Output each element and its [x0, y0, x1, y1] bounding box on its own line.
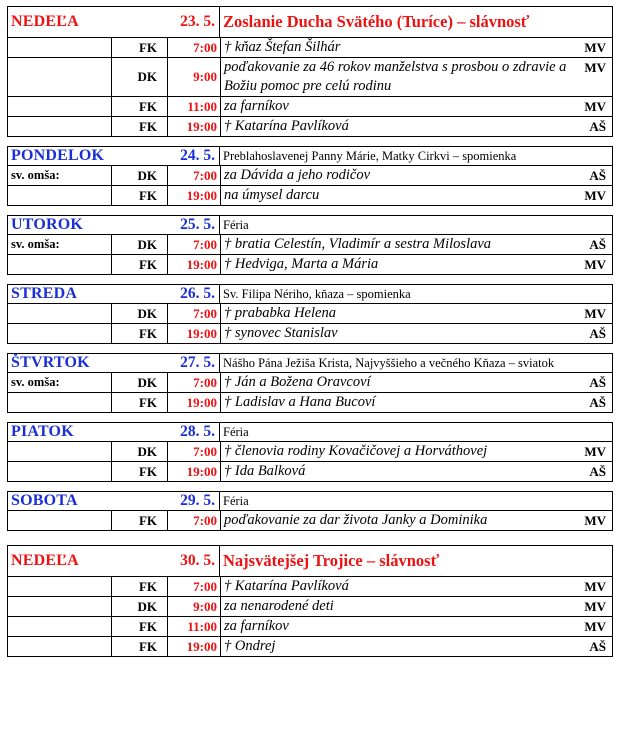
row-label [8, 304, 111, 323]
priest-code: AŠ [589, 237, 606, 252]
church-code: FK [111, 462, 167, 481]
mass-row [8, 636, 612, 656]
mass-intention: † Katarína Pavlíková [220, 577, 576, 596]
church-code: FK [111, 577, 167, 596]
day-date: 27. 5. [111, 354, 220, 372]
mass-time: 11:00 [167, 97, 220, 116]
mass-row [8, 38, 612, 57]
priest-code: AŠ [589, 168, 606, 183]
priest-code: MV [584, 188, 606, 203]
day-block [7, 491, 613, 531]
priest-code: MV [584, 257, 606, 272]
day-block [7, 215, 613, 275]
priest-code: MV [584, 99, 606, 114]
row-label [8, 38, 111, 57]
church-code: DK [111, 442, 167, 461]
priest-code: MV [584, 579, 606, 594]
day-header [8, 423, 612, 442]
priest-code: MV [584, 306, 606, 321]
day-header [8, 147, 612, 166]
church-code: FK [111, 617, 167, 636]
row-label [8, 117, 111, 136]
mass-intention: † členovia rodiny Kovačičovej a Horváthovej [220, 442, 576, 461]
row-label [8, 577, 111, 596]
feast-title: Féria [223, 425, 249, 439]
mass-row [8, 96, 612, 116]
mass-intention: poďakovanie za dar života Janky a Dominika [220, 511, 576, 530]
day-name [8, 7, 111, 37]
priest-code: AŠ [589, 119, 606, 134]
feast-title: Sv. Filipa Nériho, kňaza – spomienka [223, 287, 411, 301]
mass-time: 7:00 [167, 442, 220, 461]
day-block [7, 284, 613, 344]
row-label [8, 393, 111, 412]
mass-time: 9:00 [167, 597, 220, 616]
mass-schedule [7, 6, 613, 666]
day-date: 28. 5. [111, 423, 220, 441]
day-date: 24. 5. [111, 147, 220, 165]
day-name-text: NEDEĽA [11, 552, 79, 569]
row-label: sv. omša: [11, 168, 60, 182]
feast-title: Preblahoslavenej Panny Márie, Matky Cirkvi – spomienka [223, 149, 517, 163]
mass-time: 7:00 [167, 304, 220, 323]
day-name-text: PIATOK [11, 423, 74, 440]
church-code: FK [111, 38, 167, 57]
mass-row [8, 392, 612, 412]
priest-code: AŠ [589, 395, 606, 410]
day-header [8, 216, 612, 235]
mass-intention: † Hedviga, Marta a Mária [220, 255, 576, 274]
mass-row [8, 116, 612, 136]
day-name [8, 147, 111, 165]
mass-intention: † Ladislav a Hana Bucoví [220, 393, 576, 412]
feast-title: Féria [223, 494, 249, 508]
day-header [8, 7, 612, 38]
mass-time: 7:00 [167, 577, 220, 596]
priest-code: AŠ [589, 464, 606, 479]
day-date: 30. 5. [111, 546, 220, 576]
church-code: FK [111, 117, 167, 136]
day-header [8, 285, 612, 304]
row-label [8, 511, 111, 530]
day-name [8, 546, 111, 576]
mass-time: 19:00 [167, 393, 220, 412]
row-label [8, 97, 111, 116]
church-code: FK [111, 186, 167, 205]
mass-time: 19:00 [167, 117, 220, 136]
day-block [7, 422, 613, 482]
day-name-text: PONDELOK [11, 147, 105, 164]
day-name-text: ŠTVRTOK [11, 354, 90, 371]
day-block [7, 6, 613, 137]
mass-intention: za Dávida a jeho rodičov [220, 166, 576, 185]
priest-code: AŠ [589, 639, 606, 654]
mass-intention: za farníkov [220, 97, 576, 116]
church-code: DK [111, 373, 167, 392]
mass-intention: † Ondrej [220, 637, 576, 656]
mass-intention: † Katarína Pavlíková [220, 117, 576, 136]
mass-row [8, 235, 612, 254]
day-block [7, 146, 613, 206]
mass-intention: za farníkov [220, 617, 576, 636]
priest-code: AŠ [589, 375, 606, 390]
day-name [8, 492, 111, 510]
priest-code: AŠ [589, 326, 606, 341]
mass-row [8, 442, 612, 461]
day-name [8, 354, 111, 372]
row-label [8, 597, 111, 616]
mass-row [8, 323, 612, 343]
mass-row [8, 577, 612, 596]
mass-time: 9:00 [167, 58, 220, 96]
mass-row [8, 185, 612, 205]
row-label [8, 186, 111, 205]
day-name [8, 423, 111, 441]
priest-code: MV [584, 619, 606, 634]
church-code: DK [111, 235, 167, 254]
mass-intention: † bratia Celestín, Vladimír a sestra Miloslava [220, 235, 576, 254]
mass-row [8, 461, 612, 481]
feast-title: Nášho Pána Ježiša Krista, Najvyššieho a večného Kňaza – sviatok [223, 356, 555, 370]
row-label [8, 462, 111, 481]
day-header [8, 492, 612, 511]
day-block [7, 545, 613, 657]
row-label [8, 637, 111, 656]
priest-code: MV [584, 60, 606, 75]
church-code: FK [111, 324, 167, 343]
priest-code: MV [584, 513, 606, 528]
day-name-text: STREDA [11, 285, 78, 302]
row-label [8, 442, 111, 461]
mass-time: 7:00 [167, 373, 220, 392]
row-label: sv. omša: [11, 237, 60, 251]
day-name-text: UTOROK [11, 216, 84, 233]
mass-intention: † kňaz Štefan Šilhár [220, 38, 576, 57]
mass-row [8, 166, 612, 185]
priest-code: MV [584, 40, 606, 55]
feast-title: Najsvätejšej Trojice – slávnosť [223, 551, 440, 570]
feast-title: Féria [223, 218, 249, 232]
row-label [8, 324, 111, 343]
mass-time: 11:00 [167, 617, 220, 636]
day-date: 25. 5. [111, 216, 220, 234]
church-code: DK [111, 58, 167, 96]
mass-time: 19:00 [167, 462, 220, 481]
mass-time: 7:00 [167, 166, 220, 185]
priest-code: MV [584, 444, 606, 459]
mass-intention: na úmysel darcu [220, 186, 576, 205]
day-name-text: SOBOTA [11, 492, 78, 509]
mass-time: 19:00 [167, 324, 220, 343]
mass-intention: za nenarodené deti [220, 597, 576, 616]
day-header [8, 354, 612, 373]
day-header [8, 546, 612, 577]
day-name-text: NEDEĽA [11, 13, 79, 30]
mass-time: 19:00 [167, 637, 220, 656]
mass-intention: † Ida Balková [220, 462, 576, 481]
day-block [7, 353, 613, 413]
day-date: 26. 5. [111, 285, 220, 303]
mass-intention: poďakovanie za 46 rokov manželstva s prosbou o zdravie a Božiu pomoc pre celú rodinu [220, 58, 576, 96]
day-name [8, 216, 111, 234]
mass-time: 7:00 [167, 38, 220, 57]
church-code: DK [111, 597, 167, 616]
church-code: DK [111, 304, 167, 323]
row-label [8, 255, 111, 274]
feast-title: Zoslanie Ducha Svätého (Turíce) – slávnosť [223, 12, 530, 31]
mass-time: 19:00 [167, 186, 220, 205]
mass-row [8, 304, 612, 323]
mass-row [8, 57, 612, 96]
day-date: 29. 5. [111, 492, 220, 510]
church-code: FK [111, 255, 167, 274]
row-label [8, 617, 111, 636]
church-code: FK [111, 511, 167, 530]
church-code: DK [111, 166, 167, 185]
mass-row [8, 616, 612, 636]
mass-time: 7:00 [167, 511, 220, 530]
mass-intention: † Ján a Božena Oravcoví [220, 373, 576, 392]
day-name [8, 285, 111, 303]
row-label [8, 58, 111, 96]
church-code: FK [111, 637, 167, 656]
mass-time: 7:00 [167, 235, 220, 254]
mass-intention: † synovec Stanislav [220, 324, 576, 343]
mass-row [8, 254, 612, 274]
day-date: 23. 5. [111, 7, 220, 37]
mass-intention: † prababka Helena [220, 304, 576, 323]
mass-time: 19:00 [167, 255, 220, 274]
church-code: FK [111, 97, 167, 116]
row-label: sv. omša: [11, 375, 60, 389]
mass-row [8, 511, 612, 530]
priest-code: MV [584, 599, 606, 614]
mass-row [8, 373, 612, 392]
church-code: FK [111, 393, 167, 412]
mass-row [8, 596, 612, 616]
